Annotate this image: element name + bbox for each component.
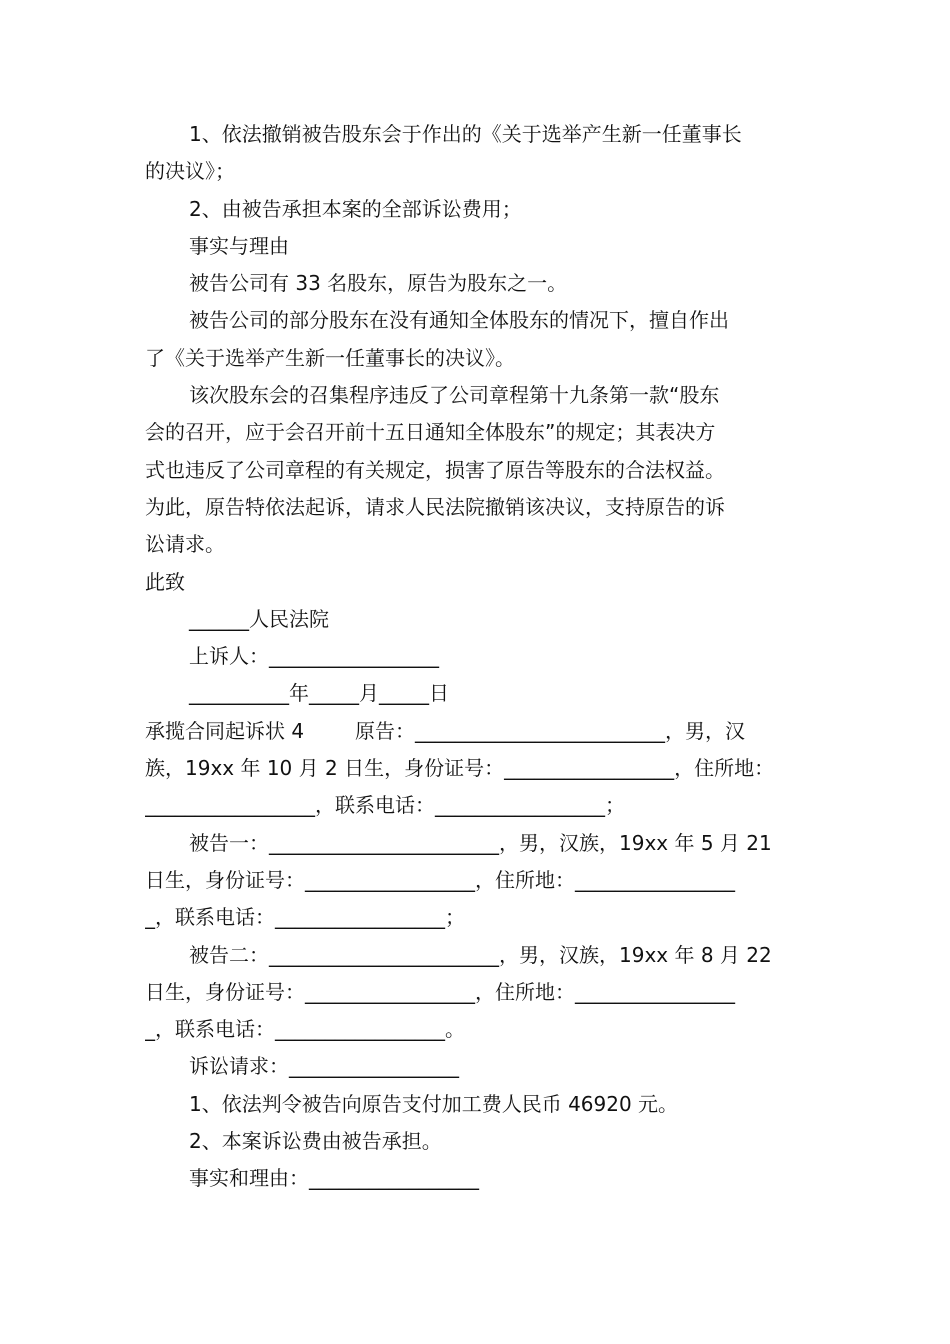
appellant-signature: 上诉人：_________________ [189,644,439,669]
defendant-1-cont-2: _，联系电话：_________________； [145,905,465,930]
paragraph-resolution: 被告公司的部分股东在没有通知全体股东的情况下，擅自作出 [189,308,729,333]
defendant-2: 被告二：_______________________，男，汉族，19xx 年 8 月 22 [189,942,772,967]
paragraph-shareholders: 被告公司有 33 名股东，原告为股东之一。 [189,271,568,296]
facts-heading: 事实与理由 [189,233,289,258]
date-line: __________年_____月_____日 [189,681,449,706]
salutation: 此致 [145,569,185,594]
paragraph-resolution-cont: 了《关于选举产生新一任董事长的决议》。 [145,345,515,370]
defendant-1: 被告一：_______________________，男，汉族，19xx 年 5 月 21 [189,830,772,855]
claim-item-2: 2、由被告承担本案的全部诉讼费用； [189,196,522,221]
paragraph-procedure: 该次股东会的召集程序违反了公司章程第十九条第一款“股东 [189,383,720,408]
request-item-2: 2、本案诉讼费由被告承担。 [189,1129,442,1154]
complaint-4-plaintiff: 承揽合同起诉状 4 原告：_________________________，男，汉 [145,718,745,743]
claim-item-1-cont: 的决议》； [145,159,235,184]
court-name: ______人民法院 [189,606,329,631]
facts-reasons-heading: 事实和理由：_________________ [189,1166,479,1191]
paragraph-procedure-cont-3: 为此，原告特依法起诉，请求人民法院撤销该决议，支持原告的诉 [145,494,725,519]
plaintiff-cont-1: 族，19xx 年 10 月 2 日生，身份证号：_________________，住所地： [145,756,775,781]
litigation-requests-heading: 诉讼请求：_________________ [189,1054,459,1079]
plaintiff-cont-2: _________________，联系电话：_________________； [145,793,625,818]
paragraph-procedure-cont-4: 讼请求。 [145,532,225,557]
request-item-1: 1、依法判令被告向原告支付加工费人民币 46920 元。 [189,1091,679,1116]
claim-item-1: 1、依法撤销被告股东会于作出的《关于选举产生新一任董事长 [189,122,742,146]
defendant-2-cont-2: _，联系电话：_________________。 [145,1017,465,1042]
paragraph-procedure-cont-2: 式也违反了公司章程的有关规定，损害了原告等股东的合法权益。 [145,457,725,482]
document-body [145,116,807,1198]
defendant-1-cont-1: 日生，身份证号：_________________，住所地：________________ [145,867,735,892]
defendant-2-cont-1: 日生，身份证号：_________________，住所地：________________ [145,979,735,1004]
paragraph-procedure-cont-1: 会的召开，应于会召开前十五日通知全体股东”的规定；其表决方 [145,420,716,445]
